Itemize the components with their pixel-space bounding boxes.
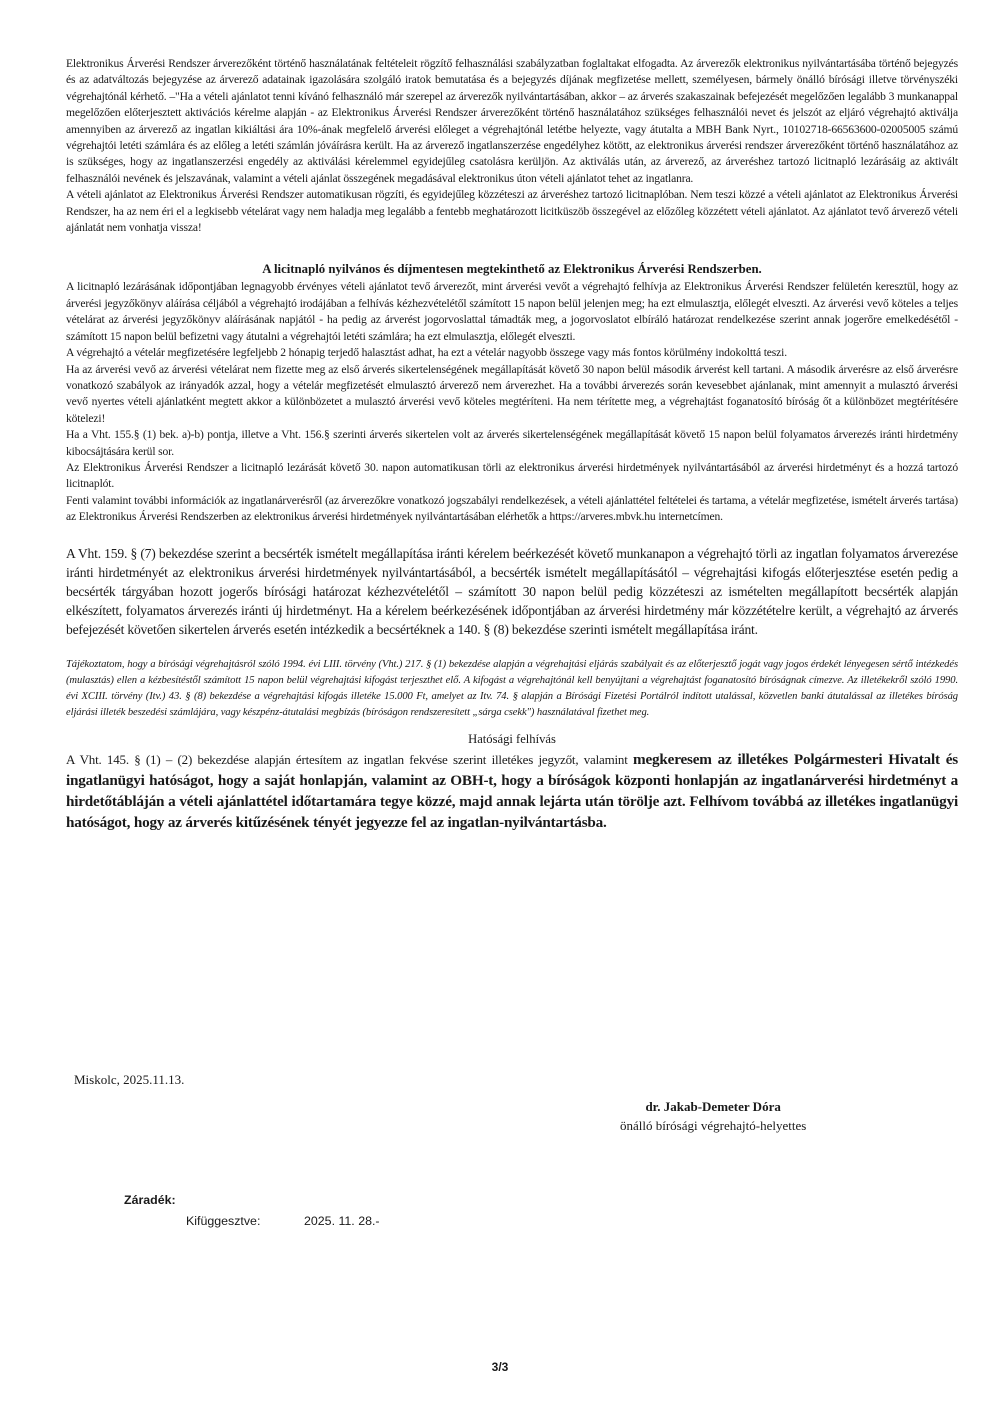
section-paragraph: Fenti valamint további információk az ingatlanárverésről (az árverezőkre vonatkozó jogszabályi rendelkezések, a vételi ajánlattétel feltételei és tartama, a vételár megfizetése, ismételt árverés tartása) az Elektronikus Árverési Rendszerben az elektronikus árverési hirdetmények nyilvántartásában elérhetők a https://arveres.mbvk.hu internetcímen. [66,493,958,524]
signatory-name: dr. Jakab-Demeter Dóra [645,1099,781,1114]
section-paragraph: Az Elektronikus Árverési Rendszer a licitnapló lezárását követő 30. napon automatikusan törli az elektronikus árverési hirdetmények nyilvántartásából az árverési hirdetményt és a hozzá tartozó licitnaplót. [66,460,958,491]
authority-request: megkeresem az illetékes Polgármesteri Hivatalt és ingatlanügyi hatóságot, hogy a saját honlapján, valamint az OBH-t, hogy a bíróságok központi honlapján az ingatlanárverési hirdetményt a hirdetőtábláján a vételi ajánlattétel időtartamára tegye közzé, majd annak lejárta után törölje azt. Felhívom továbbá az illetékes ingatlanügyi hatóságot, hogy az árverés kitűzésének tényét jegyezze fel az ingatlan-nyilvántartásba. [66,750,958,832]
section-heading: A licitnapló nyilvános és díjmentesen megtekinthető az Elektronikus Árverési Rendszerben. [262,262,762,277]
posted-row [186,1214,380,1228]
document-page [66,56,958,834]
intro-paragraph-2: A vételi ajánlatot az Elektronikus Árverési Rendszer automatikusan rögzíti, és egyidejűleg közzéteszi az árveréshez tartozó licitnaplóban. Nem teszi közzé a vételi ajánlatot az Elektronikus Árverési Rendszer, ha az nem éri el a legkisebb vételárat vagy nem haladja meg legalább a fentebb meghatározott licitküszöb összegével az előzőleg közzétett vételi ajánlatot. Az ajánlatot tevő árverező vételi ajánlatát nem vonhatja vissza! [66,188,958,235]
signatory-title: önálló bírósági végrehajtó-helyettes [620,1118,807,1133]
intro-paragraph-1: Elektronikus Árverési Rendszer árverezőként történő használatának feltételeit rögzítő felhasználási szabályzatban foglaltakat elfogadta. Az árverezők elektronikus nyilvántartásába történő bejegyzés és az adatváltozás bejegyzése az árverező adatainak igazolására szolgáló iratok bemutatása és a bejegyzés díjának megfizetése mellett, személyesen, bármely önálló bírósági illetve törvényszéki végrehajtónál kérhető. –"Ha a vételi ajánlatot tenni kívánó felhasználó már szerepel az árverezők nyilvántartásában, akkor – az árverés szakaszainak befejezését megelőzően legalább 3 munkanappal megelőzően előterjesztett aktivációs kérelme alapján - az Elektronikus Árverési Rendszer árverezőként történő használatához szükséges felhasználói nevet és jelszót az eljáró végrehajtó aktiválja amennyiben az árverező az ingatlan kikiáltási ára 10%-ának megfelelő árverési előleget a végrehajtónál letétbe helyezte, vagy átutalta a MBH Bank Nyrt., 10102718-66563600-02005005 számú végrehajtói letéti számlára és az előleg a letéti számlán jóváírásra került. Ha az árverező ingatlanszerzése engedélyhez kötött, az elektronikus árverési rendszer árverezőként történő használatához az is szükséges, hogy az ingatlanszerzési engedély az aktiválási kérelemmel egyidejűleg csatolásra kerüljön. Az aktiválás után, az árverező, az árveréshez tartozó licitnapló lezárásáig az aktivált felhasználói nevének és jelszavának, valamint a vételi ajánlat összegének megadásával elektronikus úton vételi ajánlatot tehet az ingatlanra. [66,57,958,185]
authority-heading: Hatósági felhívás [468,731,556,746]
section-paragraph: A licitnapló lezárásának időpontjában legnagyobb érvényes vételi ajánlatot tevő árverezőt, mint árverési vevőt a végrehajtó felhívja az Elektronikus Árverési Rendszer felületén keresztül, hogy az árverési jegyzőkönyv aláírása céljából a végrehajtó irodájában a felhívás kézhezvételétől számított 15 napon belül jelenjen meg; ha ezt elmulasztja, előlegét elveszti. Az árverési vevő köteles a teljes vételárat az árverési jegyzőkönyv aláírásának napjától - ha pedig az árverést jogorvoslattal támadták meg, a jogorvoslatot elbíráló határozat rendelkezése szerint annak jogerőre emelkedésétől - számított 15 napon belül befizetni vagy átutalni a végrehajtói letéti számlára; ha ezt elmulasztja, előlegét elveszti. [66,280,958,343]
posted-label: Kifüggesztve: [186,1214,261,1228]
vht159-paragraph: A Vht. 159. § (7) bekezdése szerint a becsérték ismételt megállapítása iránti kérelem beérkezését követő munkanapon a végrehajtó törli az ingatlan folyamatos árverezése iránti hirdetményét az elektronikus árverési hirdetmények nyilvántartásából, a becsérték ismételt megállapításától – végrehajtási kifogás előterjesztése esetén pedig a becsérték tárgyában hozott jogerős bírósági határozat kézhezvételétől – számított 30 napon belül pedig közzéteszi az ismételten megállapított becsérték alapján elkészített, folyamatos árverezés iránti új hirdetményt. Ha a kérelem beérkezésének időpontjában az árverési hirdetmény már közzétételre került, a végrehajtó az árverés befejezését követően sikertelen árverés esetén intézkedik a becsértéknek a 140. § (8) bekezdése szerinti ismételt megállapítása iránt. [66,545,958,637]
signature-block [620,1097,806,1135]
authority-paragraph [66,749,958,834]
posted-date: 2025. 11. 28.- [304,1214,380,1228]
legal-notice: Tájékoztatom, hogy a bírósági végrehajtásról szóló 1994. évi LIII. törvény (Vht.) 217. § (1) bekezdése alapján a végrehajtási eljárás szabályait és az előterjesztő jogát vagy jogos érdekét lényegesen sértő intézkedés (mulasztás) ellen a kézbesítéstől számított 15 napon belül végrehajtási kifogást terjeszthet elő. A kifogást a végrehajtónál kell benyújtani a végrehajtást foganatosító bíróságnak címezve. Az illetékekről szóló 1990. évi XCIII. törvény (Itv.) 43. § (8) bekezdése a végrehajtási kifogás illetéke 15.000 Ft, amelyet az Itv. 74. § alapján a Bírósági Fizetési Portálról indított utalással, közvetlen banki átutalással az illetékes bíróság eljárási illeték beszedési számlájára, vagy készpénz-átutalási megbízás (bíróságon rendszeresített „sárga csekk") használatával fizethet meg. [66,658,958,719]
page-number: 3/3 [491,1360,509,1374]
section-paragraph: Ha az árverési vevő az árverési vételárat nem fizette meg az első árverés sikertelenségének megállapítását követő 30 napon belül második árverést kell tartani. A második árverésre az első árverésre vonatkozó szabályok az irányadók azzal, hogy a vételár megfizetését elmulasztó árverező nem árverezhet. Ha a további árverezés során kevesebbet ajánlanak, mint amennyit a mulasztó árverési vevő nyertes vételi ajánlatként megtett akkor a különbözetet a mulasztó árverési vevő köteles megtéríteni. Ha nem térítette meg, a végrehajtást foganatosító bíróság őt a különbözet megtérítésére kötelezi! [66,362,958,425]
clause-label: Záradék: [124,1193,176,1207]
section-paragraph: Ha a Vht. 155.§ (1) bek. a)-b) pontja, illetve a Vht. 156.§ szerinti árverés sikertelen volt az árverés sikertelenségének megállapítását követő 15 napon belül folyamatos árverezés iránti hirdetmény kibocsájtására kerül sor. [66,428,958,458]
section-paragraph: A végrehajtó a vételár megfizetésére legfeljebb 2 hónapig terjedő halasztást adhat, ha ezt a vételár nagyobb összege vagy más fontos körülmény indokolttá teszi. [66,346,787,360]
authority-intro: A Vht. 145. § (1) – (2) bekezdése alapján értesítem az ingatlan fekvése szerint illetékes jegyzőt, valamint [66,751,634,767]
place-date: Miskolc, 2025.11.13. [74,1072,185,1087]
